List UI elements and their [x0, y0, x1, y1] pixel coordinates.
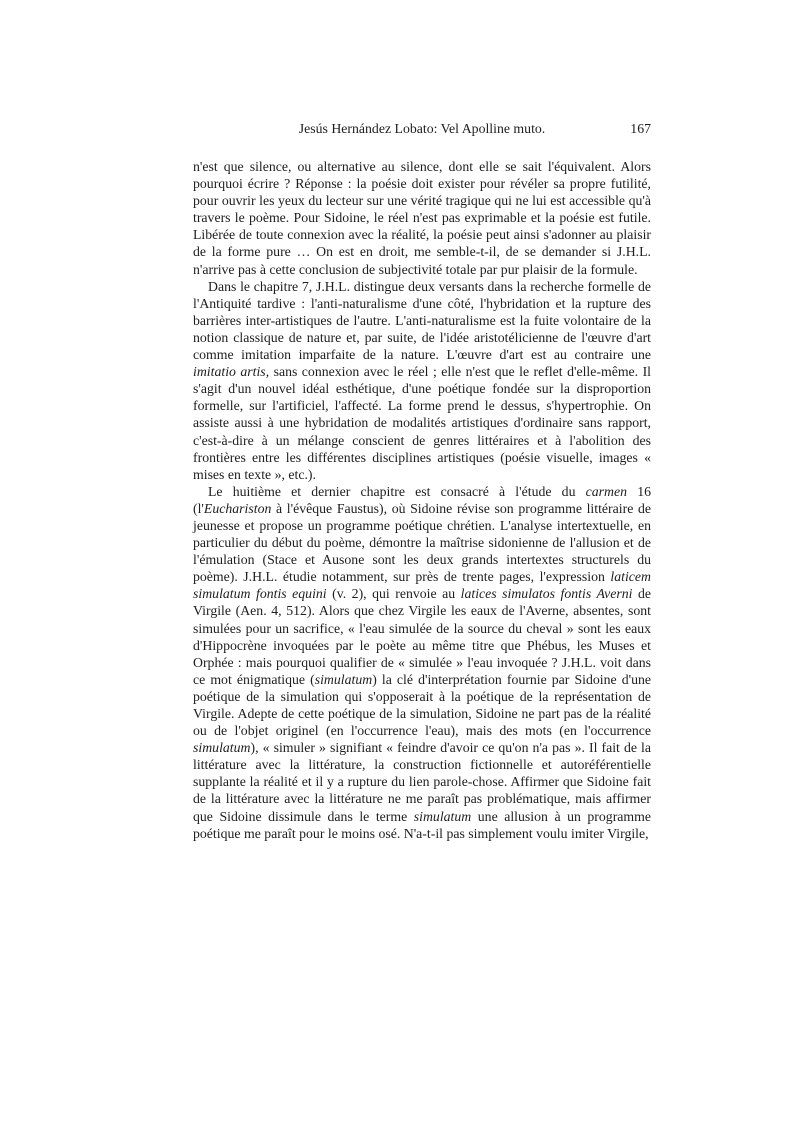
italic-text-run: simulatum	[193, 740, 251, 756]
italic-text-run: simulatum	[314, 671, 373, 687]
text-run: une allusion à un programme poétique me paraît pour le moins osé. N'a-t-il pas simplement voulu imiter Virgile,	[193, 808, 651, 841]
text-run: (v. 2), qui renvoie au	[326, 586, 461, 602]
text-run: à l'évêque Faustus), où Sidoine révise son programme littéraire de jeunesse et propose un programme poétique chrétien. L'analyse intertextuelle, en particulier du début du poème, démontre la maîtrise sidonienne de l'allusion et de l'émulation (Stace et Ausone sont les deux grands intertextes structurels du poème). J.H.L. étudie notamment, sur près de trente pages, l'expression	[193, 500, 651, 585]
paragraph-3	[193, 483, 651, 842]
paragraph-2	[193, 278, 651, 483]
italic-text-run: laticem simulatum fontis equini	[193, 569, 651, 602]
italic-text-run: Euchariston	[203, 500, 272, 516]
text-run: Le huitième et dernier chapitre est consacré à l'étude du	[208, 483, 586, 499]
text-run: n'est que silence, ou alternative au silence, dont elle se sait l'équivalent. Alors pourquoi écrire ? Réponse : la poésie doit exister pour révéler sa propre futilité, pour ouvrir les yeux du lecteur sur une vérité tragique qui ne lui est accessible qu'à travers le poème. Pour Sidoine, le réel n'est pas exprimable et la poésie est futile. Libérée de toute connexion avec la réalité, la poésie peut ainsi s'adonner au plaisir de la forme pure … On est en droit, me semble-t-il, de se demander si J.H.L. n'arrive pas à cette conclusion de subjectivité totale par pur plaisir de la formule.	[193, 159, 651, 277]
running-header-title: Jesús Hernández Lobato: Vel Apolline muto.	[298, 121, 546, 136]
text-run: ) la clé d'interprétation fournie par Sidoine d'une poétique de la simulation qui s'opposerait à la poétique de la représentation de Virgile. Adepte de cette poétique de la simulation, Sidoine ne part pas de la réalité ou de l'objet originel (en l'occurrence l'eau), mais des mots (en l'occurrence	[193, 671, 652, 739]
italic-text-run: simulatum	[413, 808, 472, 824]
running-header	[193, 120, 651, 137]
page-number: 167	[630, 121, 651, 136]
text-run: Dans le chapitre 7, J.H.L. distingue deux versants dans la recherche formelle de l'Antiquité tardive : l'anti-naturalisme d'une côté, l'hybridation et la rupture des barrières inter-artistiques de l'autre. L'anti-naturalisme est la fuite volontaire de la notion classique de nature et, par suite, de l'idée aristotélicienne de l'œuvre d'art comme imitation imparfaite de la nature. L'œuvre d'art est au contraire une	[193, 278, 651, 363]
italic-text-run: latices simulatos fontis Averni	[460, 586, 633, 602]
text-run: 16 (l'	[193, 483, 651, 516]
text-run: , sans connexion avec le réel ; elle n'est que le reflet d'elle-même. Il s'agit d'un nouvel idéal esthétique, d'une poétique fondée sur la disproportion formelle, sur l'artificiel, l'affecté. La forme prend le dessus, s'hypertrophie. On assiste aussi à une hybridation de modalités artistiques d'ordinaire sans rapport, c'est-à-dire à un mélange conscient de genres littéraires et à l'abolition des frontières entre les différentes disciplines artistiques (poésie visuelle, images « mises en texte », etc.).	[193, 364, 651, 482]
paragraph-1	[193, 158, 651, 278]
document-body	[193, 158, 651, 842]
italic-text-run: carmen	[585, 483, 628, 499]
italic-text-run: imitatio artis	[193, 364, 266, 380]
text-run: de Virgile (Aen. 4, 512). Alors que chez Virgile les eaux de l'Averne, absentes, sont simulées pour un sacrifice, « l'eau simulée de la source du cheval » sont les eaux d'Hippocrène invoquées par le poète au même titre que Phébus, les Muses et Orphée : mais pourquoi qualifier de « simulée » l'eau invoquée ? J.H.L. voit dans ce mot énigmatique (	[193, 586, 651, 687]
text-run: ), « simuler » signifiant « feindre d'avoir ce qu'on n'a pas ». Il fait de la littérature avec la littérature, la construction fictionnelle et autoréférentielle supplante la réalité et il y a rupture du lien parole-chose. Affirmer que Sidoine fait de la littérature avec la littérature ne me paraît pas problématique, mais affirmer que Sidoine dissimule dans le terme	[193, 740, 651, 824]
